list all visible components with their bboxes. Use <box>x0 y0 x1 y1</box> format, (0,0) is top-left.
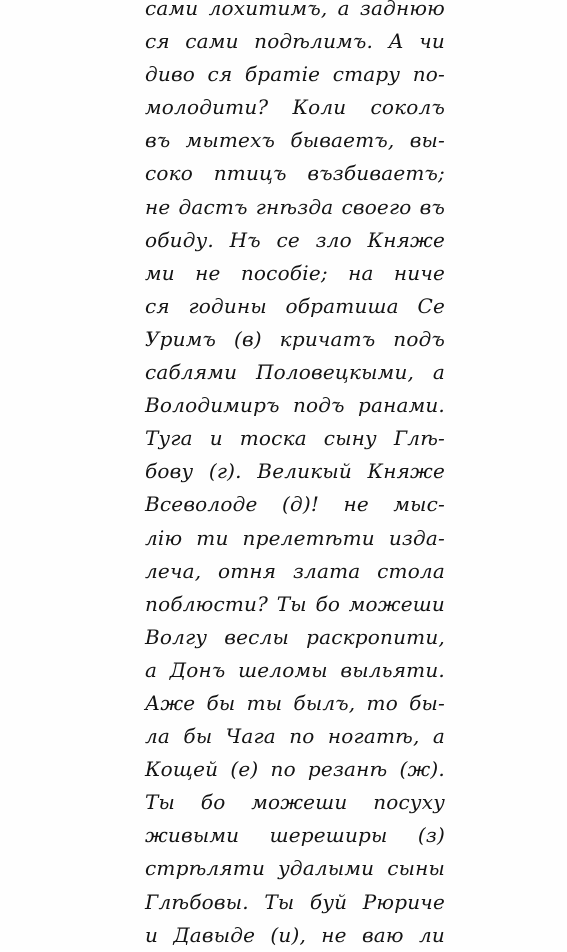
text-line: лію ти прелетѣти изда- <box>145 525 445 550</box>
text-line: Волгу веслы раскропити, <box>145 624 445 649</box>
text-line: Кощей (е) по резанѣ (ж). <box>145 757 445 782</box>
text-line: ла бы Чага по ногатѣ, а <box>145 724 445 749</box>
text-line: Аже бы ты былъ, то бы- <box>145 690 445 715</box>
text-line: диво ся братіе стару по- <box>145 62 445 87</box>
text-line: Ты бо можеши посуху <box>145 790 445 815</box>
text-line: ся сами подѣлимъ. А чи <box>145 29 445 54</box>
text-line: леча, отня злата стола <box>145 558 445 583</box>
text-line: Всеволоде (д)! не мыс- <box>145 492 445 517</box>
text-line: бову (г). Великый Княже <box>145 459 445 484</box>
text-line: а Донъ шеломы выльяти. <box>145 657 445 682</box>
text-line: соко птицъ възбиваетъ; <box>145 161 445 186</box>
text-line: обиду. Нъ се зло Княже <box>145 227 445 252</box>
text-line: Туга и тоска сыну Глѣ- <box>145 426 445 451</box>
text-line: сами лохитимъ, а заднюю <box>145 0 445 20</box>
text-column <box>145 0 445 952</box>
text-line: Глѣбовы. Ты буй Рюриче <box>145 889 445 914</box>
text-line: саблями Половецкыми, а <box>145 360 445 385</box>
text-line: молодити? Коли соколъ <box>145 95 445 120</box>
text-line: Володимиръ подъ ранами. <box>145 393 445 418</box>
text-line: и Давыде (и), не ваю ли <box>145 922 445 947</box>
text-line: стрѣляти удалыми сыны <box>145 856 445 881</box>
text-line: Уримъ (в) кричатъ подъ <box>145 326 445 351</box>
text-line: поблюсти? Ты бо можеши <box>145 591 445 616</box>
text-line: въ мытехъ бываетъ, вы- <box>145 128 445 153</box>
text-line: ся годины обратиша Се <box>145 293 445 318</box>
text-line: живыми шереширы (з) <box>145 823 445 848</box>
text-line: не дастъ гнѣзда своего въ <box>145 194 445 219</box>
text-line: ми не пособіе; на ниче <box>145 260 445 285</box>
